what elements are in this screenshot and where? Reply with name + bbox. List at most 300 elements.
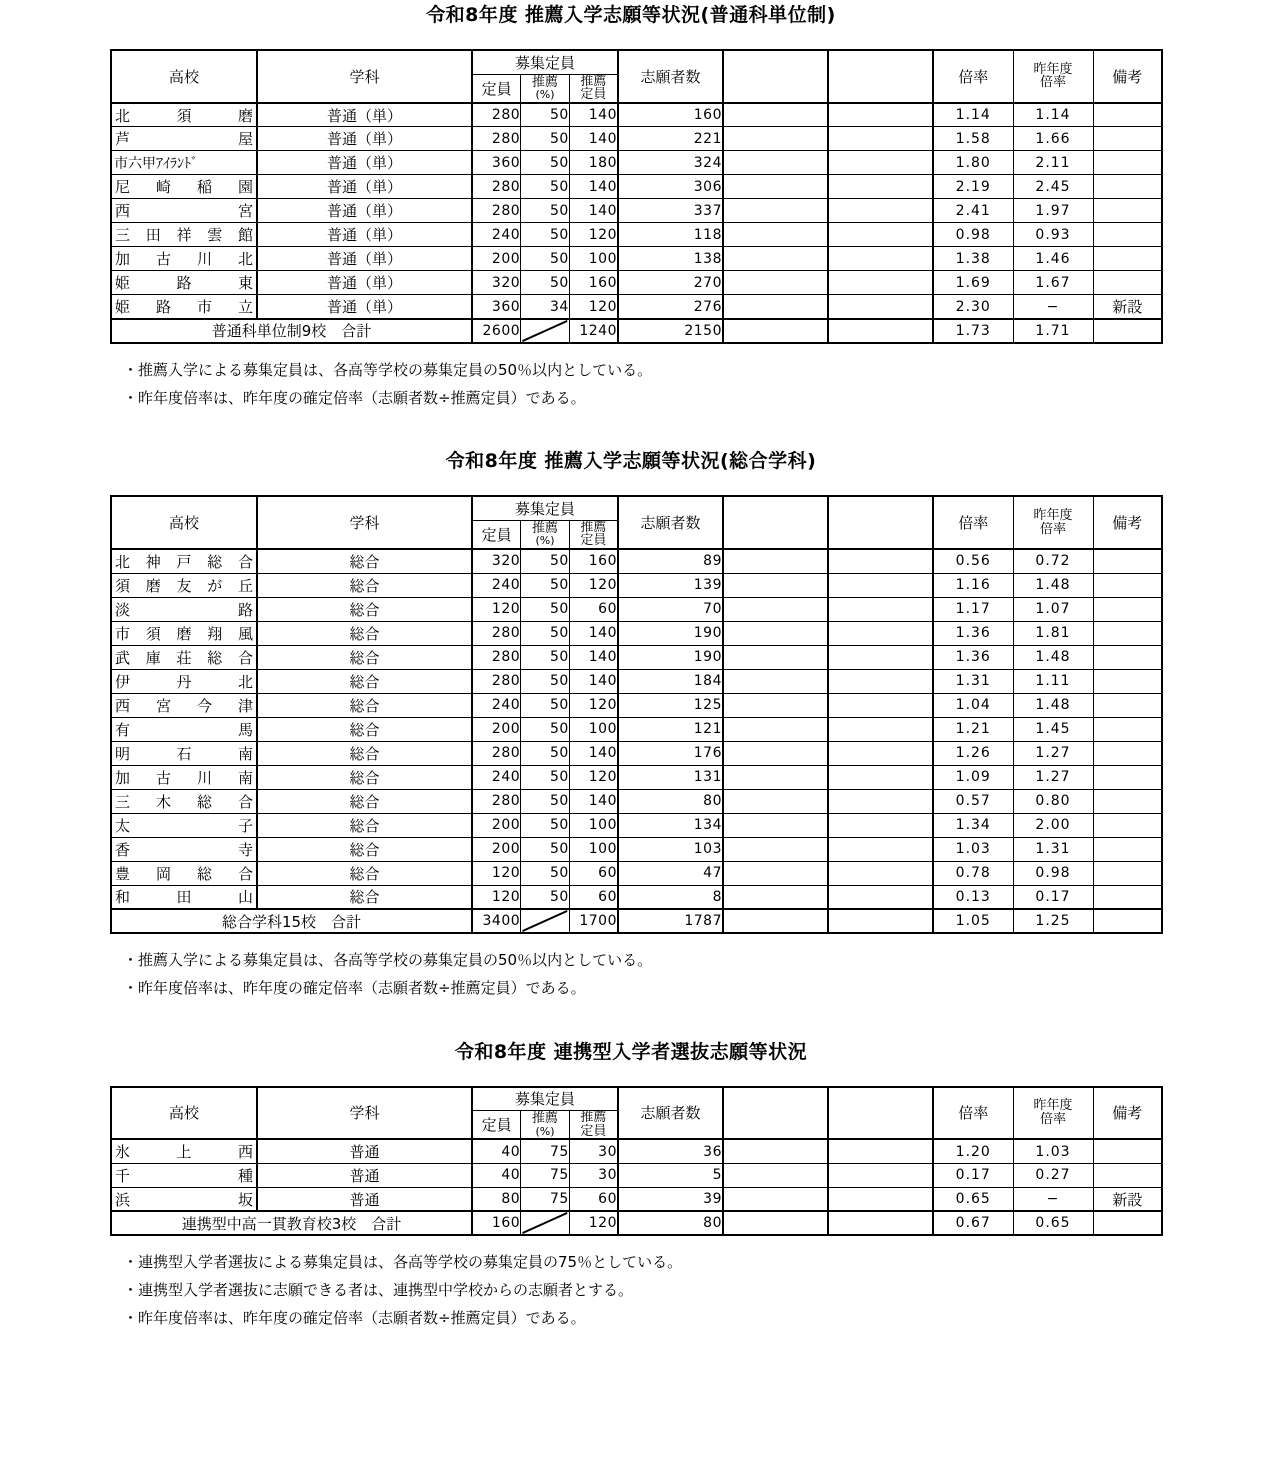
cell-ratio: 1.20 bbox=[933, 1139, 1013, 1163]
cell-last-year-ratio: 0.98 bbox=[1013, 861, 1093, 885]
cell-blank-2 bbox=[828, 247, 933, 271]
cell-last-year-ratio: 0.72 bbox=[1013, 549, 1093, 573]
cell-course: 総合 bbox=[257, 885, 472, 909]
school-name: 三 田 祥 雲 館 bbox=[115, 226, 253, 245]
cell-rec-capacity: 100 bbox=[569, 717, 618, 741]
cell-blank-2 bbox=[828, 645, 933, 669]
cell-rec-percent: 50 bbox=[521, 837, 570, 861]
school-name: 豊 岡 総 合 bbox=[115, 864, 253, 883]
column-header-school: 高校 bbox=[111, 496, 257, 549]
school-name: 加 古 川 北 bbox=[115, 250, 253, 269]
cell-total-note bbox=[1093, 909, 1162, 933]
cell-course: 普通（単） bbox=[257, 223, 472, 247]
column-header-blank-1 bbox=[723, 1087, 828, 1140]
cell-note bbox=[1093, 837, 1162, 861]
cell-blank-1 bbox=[723, 717, 828, 741]
cell-total-note bbox=[1093, 319, 1162, 343]
school-name: 伊 丹 北 bbox=[115, 672, 253, 691]
table-total-row bbox=[111, 319, 1162, 343]
data-table bbox=[110, 1086, 1163, 1237]
cell-blank-2 bbox=[828, 127, 933, 151]
cell-rec-capacity: 60 bbox=[569, 597, 618, 621]
cell-rec-percent: 50 bbox=[521, 741, 570, 765]
column-header-course: 学科 bbox=[257, 50, 472, 103]
cell-rec-percent: 50 bbox=[521, 271, 570, 295]
school-name: 香 寺 bbox=[115, 840, 253, 859]
cell-note bbox=[1093, 597, 1162, 621]
school-name: 武 庫 荘 総 合 bbox=[115, 648, 253, 667]
cell-note bbox=[1093, 573, 1162, 597]
column-header-rec-percent bbox=[521, 520, 570, 549]
cell-blank-2 bbox=[828, 789, 933, 813]
cell-blank-2 bbox=[828, 717, 933, 741]
cell-school bbox=[111, 573, 257, 597]
column-header-rec-percent bbox=[521, 74, 570, 103]
cell-applicants: 337 bbox=[618, 199, 723, 223]
cell-course: 普通（単） bbox=[257, 199, 472, 223]
cell-last-year-ratio: 1.45 bbox=[1013, 717, 1093, 741]
school-name: 有 馬 bbox=[115, 720, 253, 739]
cell-ratio: 1.31 bbox=[933, 669, 1013, 693]
cell-rec-capacity: 160 bbox=[569, 271, 618, 295]
cell-total-last-year-ratio: 1.25 bbox=[1013, 909, 1093, 933]
cell-applicants: 276 bbox=[618, 295, 723, 319]
cell-course: 総合 bbox=[257, 861, 472, 885]
cell-total-last-year-ratio: 1.71 bbox=[1013, 319, 1093, 343]
cell-ratio: 1.36 bbox=[933, 621, 1013, 645]
cell-blank-2 bbox=[828, 669, 933, 693]
cell-last-year-ratio: 1.66 bbox=[1013, 127, 1093, 151]
column-header-ratio: 倍率 bbox=[933, 496, 1013, 549]
rec-capacity-label: 推薦 定員 bbox=[580, 73, 607, 103]
column-header-quota-group: 募集定員 bbox=[472, 50, 618, 74]
cell-blank-1 bbox=[723, 765, 828, 789]
cell-school bbox=[111, 1163, 257, 1187]
cell-school bbox=[111, 717, 257, 741]
cell-applicants: 138 bbox=[618, 247, 723, 271]
cell-ratio: 1.17 bbox=[933, 597, 1013, 621]
cell-course: 総合 bbox=[257, 549, 472, 573]
cell-last-year-ratio: 1.67 bbox=[1013, 271, 1093, 295]
data-table bbox=[110, 49, 1163, 344]
cell-blank-1 bbox=[723, 103, 828, 127]
column-header-course: 学科 bbox=[257, 496, 472, 549]
cell-applicants: 134 bbox=[618, 813, 723, 837]
cell-rec-capacity: 140 bbox=[569, 669, 618, 693]
cell-note bbox=[1093, 103, 1162, 127]
table-row bbox=[111, 789, 1162, 813]
school-name: 淡 路 bbox=[115, 600, 253, 619]
cell-capacity: 280 bbox=[472, 741, 521, 765]
cell-capacity: 80 bbox=[472, 1187, 521, 1211]
cell-course: 普通（単） bbox=[257, 127, 472, 151]
column-header-school: 高校 bbox=[111, 50, 257, 103]
cell-last-year-ratio: 1.81 bbox=[1013, 621, 1093, 645]
column-header-note: 備考 bbox=[1093, 50, 1162, 103]
cell-total-applicants: 80 bbox=[618, 1211, 723, 1235]
cell-rec-capacity: 60 bbox=[569, 885, 618, 909]
cell-applicants: 80 bbox=[618, 789, 723, 813]
cell-course: 普通（単） bbox=[257, 103, 472, 127]
cell-rec-capacity: 60 bbox=[569, 861, 618, 885]
school-name: 市 須 磨 翔 風 bbox=[115, 624, 253, 643]
cell-blank-2 bbox=[828, 597, 933, 621]
school-name: 太 子 bbox=[115, 816, 253, 835]
cell-applicants: 118 bbox=[618, 223, 723, 247]
cell-applicants: 36 bbox=[618, 1139, 723, 1163]
cell-capacity: 280 bbox=[472, 127, 521, 151]
rec-capacity-label: 推薦 定員 bbox=[580, 519, 607, 549]
table-row bbox=[111, 885, 1162, 909]
cell-course: 普通（単） bbox=[257, 151, 472, 175]
cell-blank-2 bbox=[828, 223, 933, 247]
table-row bbox=[111, 645, 1162, 669]
cell-blank-1 bbox=[723, 271, 828, 295]
cell-rec-capacity: 120 bbox=[569, 765, 618, 789]
cell-ratio: 2.19 bbox=[933, 175, 1013, 199]
cell-last-year-ratio: 1.46 bbox=[1013, 247, 1093, 271]
note-line: ・連携型入学者選抜に志願できる者は、連携型中学校からの志願者とする。 bbox=[123, 1281, 634, 1300]
cell-capacity: 320 bbox=[472, 271, 521, 295]
cell-school bbox=[111, 837, 257, 861]
cell-rec-percent: 50 bbox=[521, 645, 570, 669]
cell-applicants: 190 bbox=[618, 621, 723, 645]
cell-blank-2 bbox=[828, 175, 933, 199]
cell-rec-percent: 50 bbox=[521, 885, 570, 909]
cell-capacity: 280 bbox=[472, 103, 521, 127]
school-name: 和 田 山 bbox=[115, 888, 253, 907]
cell-rec-percent: 34 bbox=[521, 295, 570, 319]
cell-blank-1 bbox=[723, 669, 828, 693]
cell-rec-capacity: 60 bbox=[569, 1187, 618, 1211]
cell-capacity: 40 bbox=[472, 1163, 521, 1187]
cell-rec-capacity: 140 bbox=[569, 789, 618, 813]
cell-note bbox=[1093, 247, 1162, 271]
cell-rec-percent: 50 bbox=[521, 199, 570, 223]
cell-school bbox=[111, 693, 257, 717]
cell-rec-capacity: 120 bbox=[569, 223, 618, 247]
cell-total-blank-2 bbox=[828, 909, 933, 933]
table-row bbox=[111, 127, 1162, 151]
cell-note bbox=[1093, 199, 1162, 223]
column-header-capacity: 定員 bbox=[472, 74, 521, 103]
cell-total-ratio: 0.67 bbox=[933, 1211, 1013, 1235]
cell-capacity: 240 bbox=[472, 223, 521, 247]
cell-blank-1 bbox=[723, 837, 828, 861]
school-name: 西 宮 今 津 bbox=[115, 696, 253, 715]
cell-rec-percent: 50 bbox=[521, 621, 570, 645]
school-name: 姫 路 市 立 bbox=[115, 298, 253, 317]
cell-ratio: 0.56 bbox=[933, 549, 1013, 573]
cell-ratio: 0.98 bbox=[933, 223, 1013, 247]
column-header-rec-capacity bbox=[569, 74, 618, 103]
column-header-ratio: 倍率 bbox=[933, 50, 1013, 103]
cell-applicants: 176 bbox=[618, 741, 723, 765]
cell-blank-1 bbox=[723, 199, 828, 223]
column-header-applicants: 志願者数 bbox=[618, 50, 723, 103]
cell-note bbox=[1093, 621, 1162, 645]
cell-note bbox=[1093, 175, 1162, 199]
section-notes bbox=[123, 947, 1161, 1003]
cell-note bbox=[1093, 549, 1162, 573]
cell-ratio: 0.13 bbox=[933, 885, 1013, 909]
cell-blank-2 bbox=[828, 693, 933, 717]
cell-applicants: 270 bbox=[618, 271, 723, 295]
school-name: 尼 崎 稲 園 bbox=[115, 178, 253, 197]
column-header-blank-2 bbox=[828, 1087, 933, 1140]
cell-note: 新設 bbox=[1093, 295, 1162, 319]
cell-last-year-ratio: 0.27 bbox=[1013, 1163, 1093, 1187]
cell-last-year-ratio: 0.17 bbox=[1013, 885, 1093, 909]
cell-rec-percent: 75 bbox=[521, 1139, 570, 1163]
cell-last-year-ratio: 1.48 bbox=[1013, 693, 1093, 717]
table-header-row-top bbox=[111, 50, 1162, 74]
cell-last-year-ratio: 1.07 bbox=[1013, 597, 1093, 621]
cell-course: 総合 bbox=[257, 813, 472, 837]
cell-ratio: 0.65 bbox=[933, 1187, 1013, 1211]
cell-last-year-ratio: 2.45 bbox=[1013, 175, 1093, 199]
table-row bbox=[111, 861, 1162, 885]
cell-blank-2 bbox=[828, 295, 933, 319]
cell-rec-capacity: 100 bbox=[569, 813, 618, 837]
table-row bbox=[111, 1163, 1162, 1187]
cell-ratio: 1.09 bbox=[933, 765, 1013, 789]
cell-school bbox=[111, 885, 257, 909]
cell-note bbox=[1093, 223, 1162, 247]
column-header-last-year-ratio bbox=[1013, 496, 1093, 549]
cell-applicants: 139 bbox=[618, 573, 723, 597]
column-header-ratio: 倍率 bbox=[933, 1087, 1013, 1140]
cell-rec-capacity: 140 bbox=[569, 199, 618, 223]
cell-blank-2 bbox=[828, 885, 933, 909]
note-line: ・連携型入学者選抜による募集定員は、各高等学校の募集定員の75％としている。 bbox=[123, 1253, 683, 1272]
cell-capacity: 120 bbox=[472, 885, 521, 909]
cell-rec-percent: 50 bbox=[521, 765, 570, 789]
cell-blank-2 bbox=[828, 861, 933, 885]
cell-blank-1 bbox=[723, 861, 828, 885]
cell-capacity: 200 bbox=[472, 247, 521, 271]
cell-blank-1 bbox=[723, 597, 828, 621]
cell-capacity: 280 bbox=[472, 199, 521, 223]
cell-school bbox=[111, 621, 257, 645]
cell-course: 総合 bbox=[257, 645, 472, 669]
note-line: ・推薦入学による募集定員は、各高等学校の募集定員の50％以内としている。 bbox=[123, 360, 653, 379]
cell-note bbox=[1093, 693, 1162, 717]
cell-capacity: 320 bbox=[472, 549, 521, 573]
column-header-quota-group: 募集定員 bbox=[472, 1087, 618, 1111]
cell-note: 新設 bbox=[1093, 1187, 1162, 1211]
school-name: 北 神 戸 総 合 bbox=[115, 552, 253, 571]
cell-total-rec-capacity: 1700 bbox=[569, 909, 618, 933]
cell-rec-percent: 50 bbox=[521, 573, 570, 597]
cell-capacity: 240 bbox=[472, 765, 521, 789]
section-3 bbox=[101, 1037, 1161, 1367]
cell-ratio: 1.36 bbox=[933, 645, 1013, 669]
cell-total-ratio: 1.73 bbox=[933, 319, 1013, 343]
rec-percent-label: 推薦 (%) bbox=[531, 1111, 558, 1138]
cell-rec-capacity: 100 bbox=[569, 247, 618, 271]
cell-total-applicants: 1787 bbox=[618, 909, 723, 933]
cell-total-label: 総合学科15校 合計 bbox=[111, 909, 472, 933]
cell-applicants: 8 bbox=[618, 885, 723, 909]
table-row bbox=[111, 741, 1162, 765]
cell-blank-2 bbox=[828, 741, 933, 765]
cell-school bbox=[111, 813, 257, 837]
cell-blank-1 bbox=[723, 247, 828, 271]
cell-note bbox=[1093, 861, 1162, 885]
cell-total-blank-2 bbox=[828, 1211, 933, 1235]
column-header-applicants: 志願者数 bbox=[618, 496, 723, 549]
school-name: 加 古 川 南 bbox=[115, 768, 253, 787]
cell-applicants: 221 bbox=[618, 127, 723, 151]
cell-last-year-ratio: 1.14 bbox=[1013, 103, 1093, 127]
cell-rec-capacity: 100 bbox=[569, 837, 618, 861]
cell-applicants: 70 bbox=[618, 597, 723, 621]
cell-course: 総合 bbox=[257, 837, 472, 861]
cell-total-rec-capacity: 120 bbox=[569, 1211, 618, 1235]
cell-blank-1 bbox=[723, 573, 828, 597]
table-row bbox=[111, 693, 1162, 717]
cell-applicants: 5 bbox=[618, 1163, 723, 1187]
cell-school bbox=[111, 127, 257, 151]
column-header-blank-2 bbox=[828, 496, 933, 549]
cell-rec-percent: 50 bbox=[521, 861, 570, 885]
cell-rec-capacity: 30 bbox=[569, 1139, 618, 1163]
cell-school bbox=[111, 549, 257, 573]
table-row bbox=[111, 223, 1162, 247]
cell-rec-percent: 50 bbox=[521, 693, 570, 717]
cell-blank-1 bbox=[723, 175, 828, 199]
table-row bbox=[111, 295, 1162, 319]
cell-rec-capacity: 120 bbox=[569, 573, 618, 597]
cell-school bbox=[111, 597, 257, 621]
cell-school bbox=[111, 199, 257, 223]
column-header-quota-group: 募集定員 bbox=[472, 496, 618, 520]
column-header-capacity: 定員 bbox=[472, 520, 521, 549]
rec-percent-label: 推薦 (%) bbox=[531, 520, 558, 548]
school-name: 明 石 南 bbox=[115, 744, 253, 763]
cell-applicants: 39 bbox=[618, 1187, 723, 1211]
cell-course: 総合 bbox=[257, 573, 472, 597]
cell-applicants: 190 bbox=[618, 645, 723, 669]
cell-total-label: 連携型中高一貫教育校3校 合計 bbox=[111, 1211, 472, 1235]
table-row bbox=[111, 573, 1162, 597]
cell-total-last-year-ratio: 0.65 bbox=[1013, 1211, 1093, 1235]
cell-last-year-ratio: 1.27 bbox=[1013, 741, 1093, 765]
cell-blank-2 bbox=[828, 1139, 933, 1163]
cell-ratio: 1.16 bbox=[933, 573, 1013, 597]
column-header-rec-capacity bbox=[569, 1111, 618, 1140]
column-header-capacity: 定員 bbox=[472, 1111, 521, 1140]
section-2 bbox=[101, 446, 1161, 1036]
cell-blank-2 bbox=[828, 549, 933, 573]
cell-blank-1 bbox=[723, 741, 828, 765]
cell-course: 普通 bbox=[257, 1187, 472, 1211]
cell-capacity: 200 bbox=[472, 717, 521, 741]
cell-rec-capacity: 140 bbox=[569, 741, 618, 765]
cell-blank-1 bbox=[723, 127, 828, 151]
cell-blank-2 bbox=[828, 813, 933, 837]
cell-note bbox=[1093, 645, 1162, 669]
cell-school bbox=[111, 1139, 257, 1163]
cell-last-year-ratio: − bbox=[1013, 1187, 1093, 1211]
cell-total-rec-capacity: 1240 bbox=[569, 319, 618, 343]
cell-course: 普通（単） bbox=[257, 175, 472, 199]
cell-ratio: 1.26 bbox=[933, 741, 1013, 765]
cell-course: 普通 bbox=[257, 1163, 472, 1187]
cell-blank-1 bbox=[723, 151, 828, 175]
cell-applicants: 306 bbox=[618, 175, 723, 199]
cell-note bbox=[1093, 741, 1162, 765]
cell-blank-1 bbox=[723, 223, 828, 247]
cell-school bbox=[111, 1187, 257, 1211]
cell-applicants: 121 bbox=[618, 717, 723, 741]
note-line: ・昨年度倍率は、昨年度の確定倍率（志願者数÷推薦定員）である。 bbox=[123, 388, 586, 407]
cell-course: 総合 bbox=[257, 765, 472, 789]
cell-blank-2 bbox=[828, 573, 933, 597]
cell-applicants: 125 bbox=[618, 693, 723, 717]
cell-capacity: 360 bbox=[472, 151, 521, 175]
cell-capacity: 120 bbox=[472, 861, 521, 885]
table-total-row bbox=[111, 1211, 1162, 1235]
cell-blank-1 bbox=[723, 1187, 828, 1211]
cell-note bbox=[1093, 1139, 1162, 1163]
cell-note bbox=[1093, 669, 1162, 693]
cell-ratio: 2.30 bbox=[933, 295, 1013, 319]
school-name: 千 種 bbox=[115, 1166, 253, 1185]
cell-capacity: 280 bbox=[472, 645, 521, 669]
column-header-blank-1 bbox=[723, 50, 828, 103]
cell-blank-2 bbox=[828, 103, 933, 127]
cell-ratio: 1.69 bbox=[933, 271, 1013, 295]
cell-rec-capacity: 160 bbox=[569, 549, 618, 573]
cell-blank-2 bbox=[828, 199, 933, 223]
section-notes bbox=[123, 357, 1161, 413]
note-line: ・昨年度倍率は、昨年度の確定倍率（志願者数÷推薦定員）である。 bbox=[123, 978, 586, 997]
cell-course: 普通 bbox=[257, 1139, 472, 1163]
cell-last-year-ratio: 1.48 bbox=[1013, 645, 1093, 669]
cell-last-year-ratio: 1.48 bbox=[1013, 573, 1093, 597]
table-row bbox=[111, 199, 1162, 223]
cell-applicants: 103 bbox=[618, 837, 723, 861]
school-name: 浜 坂 bbox=[115, 1190, 253, 1209]
cell-school bbox=[111, 175, 257, 199]
cell-rec-percent: 50 bbox=[521, 247, 570, 271]
table-row bbox=[111, 271, 1162, 295]
cell-blank-1 bbox=[723, 693, 828, 717]
cell-blank-1 bbox=[723, 1139, 828, 1163]
cell-blank-1 bbox=[723, 789, 828, 813]
note-line: ・推薦入学による募集定員は、各高等学校の募集定員の50％以内としている。 bbox=[123, 951, 653, 970]
cell-course: 総合 bbox=[257, 621, 472, 645]
cell-blank-2 bbox=[828, 1163, 933, 1187]
cell-rec-capacity: 180 bbox=[569, 151, 618, 175]
cell-rec-capacity: 140 bbox=[569, 175, 618, 199]
last-year-ratio-label: 昨年度 倍率 bbox=[1033, 1098, 1073, 1127]
cell-school bbox=[111, 271, 257, 295]
cell-last-year-ratio: 0.80 bbox=[1013, 789, 1093, 813]
column-header-note: 備考 bbox=[1093, 496, 1162, 549]
cell-rec-percent: 50 bbox=[521, 549, 570, 573]
cell-note bbox=[1093, 789, 1162, 813]
cell-total-capacity: 2600 bbox=[472, 319, 521, 343]
table-row bbox=[111, 765, 1162, 789]
cell-capacity: 280 bbox=[472, 789, 521, 813]
column-header-school: 高校 bbox=[111, 1087, 257, 1140]
table-row bbox=[111, 669, 1162, 693]
column-header-blank-1 bbox=[723, 496, 828, 549]
cell-course: 総合 bbox=[257, 597, 472, 621]
